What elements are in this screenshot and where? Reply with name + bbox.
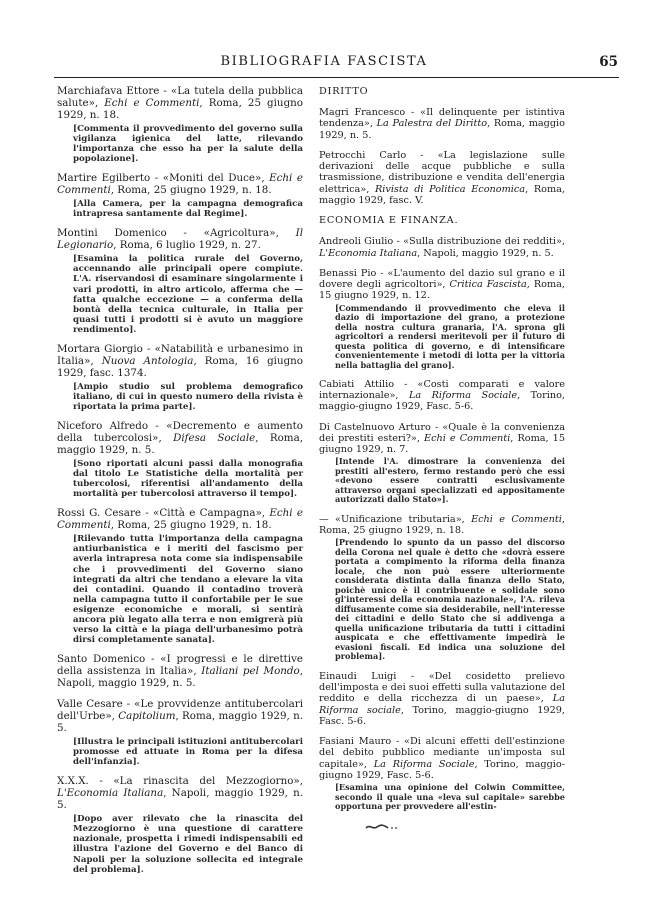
annotation: [Intende l'A. dimostrare la convenienza dei prestiti all'estero, fermo restando però che essi «devono essere contratti esclusivamente attraverso organi specializzati ed appositamente autorizzati dallo Stato»]. xyxy=(335,456,565,505)
publication-details: , Roma, 6 luglio 1929, n. 27. xyxy=(113,239,261,252)
citation xyxy=(57,776,303,812)
annotation: [Illustra le principali istituzioni antitubercolari promosse ed attuate in Roma per la difesa dell'infanzia]. xyxy=(73,737,303,768)
publication-details: , Roma, 25 giugno 1929, n. 18. xyxy=(110,519,272,532)
annotation: [Sono riportati alcuni passi dalla monografia dal titolo Le Statistiche della mortalità per tubercolosi, riferentisi all'andamento della mortalità per tubercolosi attraverso il tempo]. xyxy=(73,458,303,500)
publication-details: , Roma, maggio 1929, n. 5. xyxy=(319,118,565,141)
publication-title: Il Legionario xyxy=(57,227,303,252)
publication-title: Rivista di Politica Economica xyxy=(374,183,526,195)
publication-title: Nuova Antologia xyxy=(101,354,194,367)
citation xyxy=(319,379,565,413)
publication-details: , Roma, 15 giugno 1929, n. 7. xyxy=(319,432,565,456)
bibliography-entry xyxy=(319,107,565,141)
citation xyxy=(57,344,303,380)
annotation: [Alla Camera, per la campagna demografica intrapresa santamente dal Regime]. xyxy=(73,199,303,220)
bibliography-entry xyxy=(319,422,565,505)
annotation: [Esamina una opinione del Colwin Committee, secondo il quale una «leva sul capitale» sarebbe opportuna per provvedere all'estin- xyxy=(335,782,565,811)
publication-details: , Roma, maggio 1929, n. 5. xyxy=(57,710,303,735)
bibliography-entry xyxy=(57,699,303,767)
section-heading: ECONOMIA E FINANZA. xyxy=(319,215,459,227)
citation-author-title: Mortara Giorgio - «Natabilità e urbanesimo in Italia», xyxy=(57,342,303,367)
citation-author-title: Petrocchi Carlo - «La legislazione sulle derivazioni delle acque pubbliche e sulla trasmissione, distribuzione e vendita dell'energia elettrica», xyxy=(319,149,565,195)
bibliography-entry xyxy=(57,173,303,219)
citation xyxy=(319,422,565,456)
publication-title: Italiani pel Mondo xyxy=(201,665,300,678)
publication-details: , Roma, 25 giugno 1929, n. 18. xyxy=(319,513,565,537)
header-rule xyxy=(54,77,619,78)
bibliography-entry xyxy=(57,421,303,499)
citation xyxy=(57,421,303,457)
publication-title: La Riforma Sociale xyxy=(373,758,475,770)
citation xyxy=(319,236,565,258)
annotation: [Prendendo lo spunto da un passo del discorso della Corona nel quale è detto che «dovrà essere portata a compimento la riforma della finanza locale, che non può essere ulteriormente considerata distinta dalla finanza dello Stato, poichè unico è il contribuente e solidale sono gl'interessi della economia nazionale», l'A. rileva diffusamente come sia desiderabile, nell'interesse dei cittadini e dello Stato che si addivenga a quella unificazione tributaria da tutti i cittadini auspicata e che effettivamente impedirà le evasioni fiscali. Ed indica una soluzione del problema]. xyxy=(335,537,565,662)
citation xyxy=(57,654,303,690)
publication-details: , Roma, 15 giugno 1929, n. 12. xyxy=(319,279,566,302)
citation-author-title: Benassi Pio - «L'aumento del dazio sul grano e il dovere degli agricoltori», xyxy=(319,267,565,291)
citation xyxy=(319,736,565,781)
citation xyxy=(57,508,303,532)
bibliography-entry xyxy=(319,736,565,811)
citation-author-title: Magri Francesco - «Il delinquente per istintiva tendenza», xyxy=(319,107,565,130)
publication-details: , Roma, 25 giugno 1929, n. 18. xyxy=(57,96,303,121)
citation-author-title: Martire Egilberto - «Moniti del Duce», xyxy=(57,172,270,185)
citation xyxy=(319,671,565,727)
bibliography-entry xyxy=(319,150,565,206)
bibliography-entry xyxy=(319,236,565,258)
right-column xyxy=(319,86,565,821)
signature-mark xyxy=(364,822,398,832)
citation-author-title: Niceforo Alfredo - «Decremento e aumento della tubercolosi», xyxy=(57,420,303,445)
citation-author-title: Cabiati Attilio - «Costi comparati e valore internazionale», xyxy=(319,379,565,402)
bibliography-entry xyxy=(57,654,303,690)
publication-title: La Palestra del Diritto xyxy=(376,118,488,130)
bibliography-entry xyxy=(319,379,565,413)
citation-author-title: Valle Cesare - «Le provvidenze antitubercolari dell'Urbe», xyxy=(57,698,303,723)
bibliography-entry xyxy=(57,344,303,412)
publication-title: Difesa Sociale xyxy=(173,432,256,445)
bibliography-entry xyxy=(57,228,303,335)
citation-author-title: Andreoli Giulio - «Sulla distribuzione dei redditi», xyxy=(319,236,565,248)
citation xyxy=(319,514,565,536)
citation xyxy=(57,86,303,122)
publication-details: , Torino, maggio-giugno 1929, Fasc. 5-6. xyxy=(319,704,566,727)
publication-title: L'Economia Italiana xyxy=(57,787,164,800)
publication-title: La Riforma sociale xyxy=(319,693,565,716)
publication-title: Echi e Commenti xyxy=(57,172,303,197)
publication-details: , Roma, maggio 1929, n. 5. xyxy=(57,432,303,457)
citation xyxy=(57,699,303,735)
annotation: [Ampio studio sul problema demografico italiano, di cui in questo numero della rivista è riportata la prima parte]. xyxy=(73,381,303,413)
publication-details: , Roma, 16 giugno 1929, fasc. 1374. xyxy=(57,354,304,379)
publication-details: , Roma, maggio 1929, fasc. V. xyxy=(319,183,566,206)
annotation: [Commenta il provvedimento del governo sulla vigilanza igienica del latte, rilevando l'importanza che esso ha per la salute della popolazione]. xyxy=(73,123,303,165)
annotation: [Commendando il provvedimento che eleva il dazio di importazione del grano, a protezione della nostra cultura granaria, l'A. sprona gli agricoltori a rendersi meritevoli per il futuro di questa politica di governo, e di intensificare convenientemente i metodi di lotta per la vittoria nella battaglia del grano]. xyxy=(335,302,565,370)
publication-details: , Roma, 25 giugno 1929, n. 18. xyxy=(110,184,272,197)
section-heading: DIRITTO xyxy=(319,86,369,97)
publication-details: , Napoli, maggio 1929, n. 5. xyxy=(417,247,554,259)
citation xyxy=(319,268,565,302)
annotation: [Dopo aver rilevato che la rinascita del Mezzogiorno è una questione di carattere nazionale, prospetta i rimedi indispensabili ed illustra l'azione del Governo e del Banco di Napoli per la soluzione sollecita ed integrale del problema]. xyxy=(73,814,303,875)
citation xyxy=(319,150,565,206)
citation-author-title: X.X.X. - «La rinascita del Mezzogiorno», xyxy=(57,775,303,788)
citation xyxy=(57,228,303,252)
left-column xyxy=(57,86,303,884)
citation-author-title: Di Castelnuovo Arturo - «Quale è la convenienza dei prestiti esteri?», xyxy=(319,421,565,444)
publication-title: Capitolium xyxy=(118,710,176,723)
publication-title: Echi e Commenti xyxy=(104,96,200,109)
annotation: [Rilevando tutta l'importanza della campagna antiurbanistica e i meriti del fascismo per averla intrapresa nota come sia indispensabile che i provvedimenti del Governo siano integrati da altri che tendano a elevare la vita dei contadini. Quando il contadino troverà nella campagna tutto il confortabile per le sue esigenze economiche e morali, si sentirà ancora più legato alla terra e non emigrerà più verso la città e la piaga dell'urbanesimo potrà dirsi completamente sanata]. xyxy=(73,534,303,646)
publication-title: Echi e Commenti xyxy=(424,432,511,444)
page-header xyxy=(30,54,618,74)
publication-title: Echi e Commenti xyxy=(57,507,303,532)
bibliography-entry xyxy=(319,671,565,727)
bibliography-entry xyxy=(57,776,303,874)
bibliography-entry xyxy=(319,268,565,370)
citation-author-title: Fasiani Mauro - «Di alcuni effetti dell'estinzione del debito pubblico mediante un'imposta sul capitale», xyxy=(319,736,565,770)
citation xyxy=(319,107,565,141)
publication-details: , Torino, maggio-giugno 1929, Fasc. 5-6. xyxy=(319,758,565,781)
citation-author-title: — «Unificazione tributaria», xyxy=(319,513,472,525)
citation-author-title: Santo Domenico - «I progressi e le direttive della assistenza in Italia», xyxy=(57,653,303,678)
citation xyxy=(57,173,303,197)
publication-title: Echi e Commenti xyxy=(471,513,562,525)
publication-details: , Napoli, maggio 1929, n. 5. xyxy=(57,665,303,690)
publication-title: L'Economia Italiana xyxy=(319,247,418,259)
running-title: BIBLIOGRAFIA FASCISTA xyxy=(220,54,428,69)
annotation: [Esamina la politica rurale del Governo, accennando alle principali opere compiute. L'A. riservandosi di esaminare singolarmente i vari prodotti, in altro articolo, afferma che — fatta qualche eccezione — a conferma della bontà della tecnica culturale, in Italia per quasi tutti i prodotti si è avuto un maggiore rendimento]. xyxy=(73,254,303,335)
page-number: 65 xyxy=(599,54,618,70)
bibliography-entry xyxy=(57,508,303,645)
publication-title: La Riforma Sociale xyxy=(408,390,518,402)
citation-author-title: Einaudi Luigi - «Del cosidetto prelievo dell'imposta e dei suoi effetti sulla valutazione del reddito e della ricchezza di un paese», xyxy=(319,670,565,705)
publication-details: , Napoli, maggio 1929, n. 5. xyxy=(57,787,304,812)
citation-author-title: Marchiafava Ettore - «La tutela della pubblica salute», xyxy=(57,85,303,109)
publication-details: , Torino, maggio-giugno 1929, Fasc. 5-6. xyxy=(319,390,566,413)
publication-title: Critica Fascista xyxy=(449,279,527,291)
citation-author-title: Montini Domenico - «Agricoltura», xyxy=(57,227,296,240)
citation-author-title: Rossi G. Cesare - «Città e Campagna», xyxy=(57,507,270,520)
bibliography-entry xyxy=(57,86,303,164)
bibliography-entry xyxy=(319,514,565,662)
